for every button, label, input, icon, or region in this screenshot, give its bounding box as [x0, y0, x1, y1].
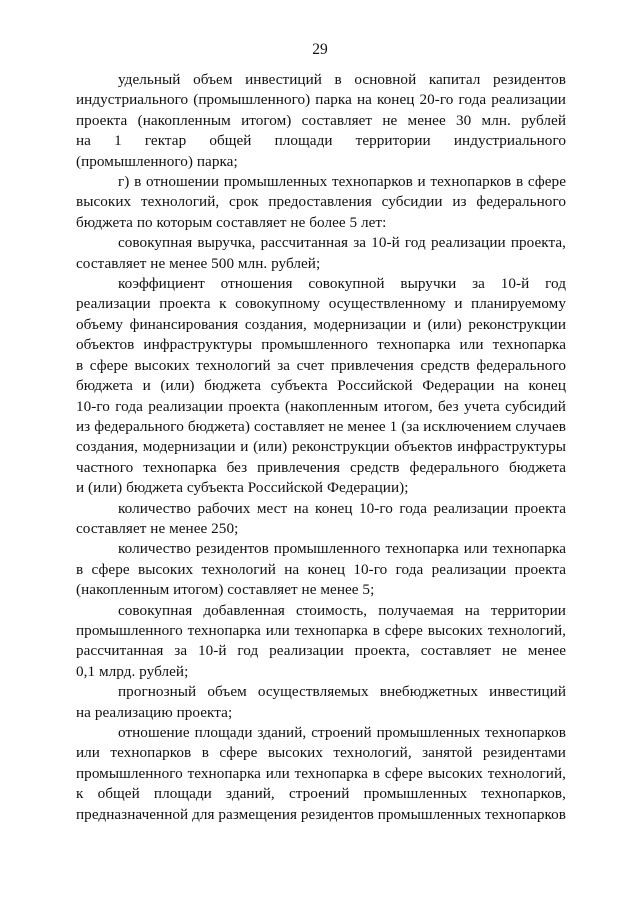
paragraph-technoparks-criteria — [76, 172, 566, 233]
text-line: количество резидентов промышленного технопарка или технопарка — [118, 540, 566, 558]
text-line: частного технопарка без привлечения средств федерального бюджета — [76, 458, 566, 476]
document-body — [76, 70, 566, 825]
text-line: промышленного технопарка или технопарка в сфере высоких технологий, — [76, 764, 566, 782]
paragraph-revenue-coefficient — [76, 274, 566, 498]
text-line: прогнозный объем осуществляемых внебюджетных инвестиций — [118, 683, 566, 701]
text-line: на 1 гектар общей площади территории индустриального — [76, 132, 566, 150]
text-line: составляет не менее 500 млн. рублей; — [76, 254, 321, 272]
paragraph-investment-volume — [76, 70, 566, 172]
text-line: или технопарков в сфере высоких технологий, занятой резидентами — [76, 744, 566, 762]
text-line: и (или) бюджета субъекта Российской Федерации); — [76, 479, 409, 497]
paragraph-added-value — [76, 601, 566, 683]
text-line: коэффициент отношения совокупной выручки за 10-й год — [118, 275, 566, 293]
paragraph-occupied-area-ratio — [76, 723, 566, 825]
text-line: 0,1 млрд. рублей; — [76, 662, 189, 680]
paragraph-extrabudgetary-investments — [76, 682, 566, 723]
text-line: (промышленного) парка; — [76, 152, 238, 170]
text-line: в сфере высоких технологий за счет привлечения средств федерального — [76, 356, 566, 374]
text-line: промышленного технопарка или технопарка в сфере высоких технологий, — [76, 621, 566, 639]
text-line: отношение площади зданий, строений промышленных технопарков — [118, 724, 566, 741]
text-line: совокупная выручка, рассчитанная за 10-й год реализации проекта, — [118, 234, 566, 252]
paragraph-total-revenue — [76, 233, 566, 274]
text-line: бюджета и (или) бюджета субъекта Российской Федерации на конец — [76, 377, 566, 395]
paragraph-workplaces — [76, 499, 566, 540]
text-line: объему финансирования создания, модернизации и (или) реконструкции — [76, 315, 566, 333]
text-line: высоких технологий, срок предоставления субсидии из федерального — [76, 193, 566, 211]
text-line: индустриального (промышленного) парка на конец 20-го года реализации — [76, 91, 566, 109]
text-line: рассчитанная за 10-й год реализации проекта, составляет не менее — [76, 642, 566, 660]
paragraph-residents-count — [76, 539, 566, 600]
text-line: удельный объем инвестиций в основной капитал резидентов — [118, 71, 566, 88]
text-line: объектов инфраструктуры промышленного технопарка или технопарка — [76, 336, 566, 354]
text-line: из федерального бюджета) составляет не менее 1 (за исключением случаев — [76, 417, 566, 435]
text-line: на реализацию проекта; — [76, 703, 233, 721]
text-line: (накопленным итогом) составляет не менее 5; — [76, 581, 375, 599]
text-line: предназначенной для размещения резидентов промышленных технопарков — [76, 805, 566, 823]
text-line: количество рабочих мест на конец 10-го года реализации проекта — [118, 499, 566, 517]
text-line: составляет не менее 250; — [76, 519, 239, 537]
text-line: реализации проекта к совокупному осуществленному и планируемому — [76, 295, 566, 313]
text-line: создания, модернизации и (или) реконструкции объектов инфраструктуры — [76, 438, 566, 456]
page-number: 29 — [312, 41, 328, 58]
text-line: совокупная добавленная стоимость, получаемая на территории — [118, 601, 566, 619]
text-line: 10-го года реализации проекта (накопленным итогом, без учета субсидий — [76, 397, 566, 415]
text-line: г) в отношении промышленных технопарков и технопарков в сфере — [118, 173, 566, 191]
text-line: в сфере высоких технологий на конец 10-го года реализации проекта — [76, 560, 566, 578]
text-line: проекта (накопленным итогом) составляет не менее 30 млн. рублей — [76, 111, 566, 129]
text-line: к общей площади зданий, строений промышленных технопарков, — [76, 785, 566, 803]
text-line: бюджета по которым составляет не более 5 лет: — [76, 213, 387, 231]
